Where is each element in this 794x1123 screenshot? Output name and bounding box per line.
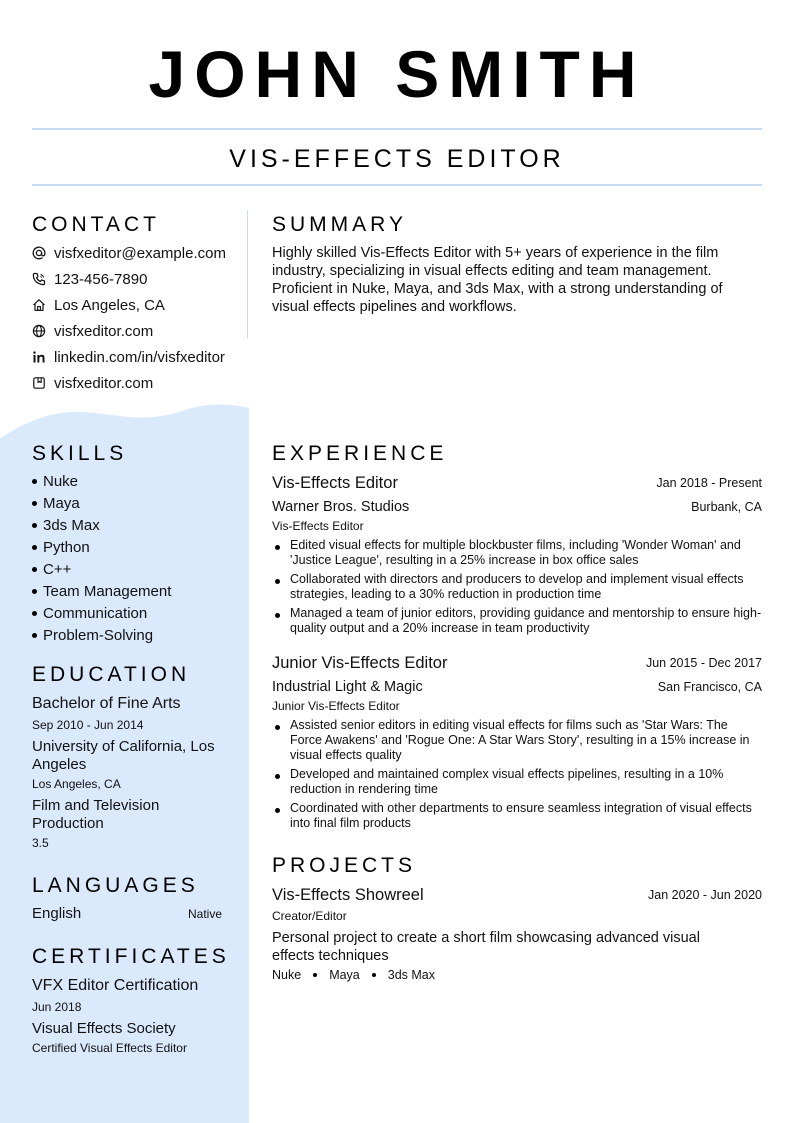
experience-heading: EXPERIENCE bbox=[272, 442, 448, 465]
bullet-dot bbox=[32, 545, 37, 550]
job-bullet: Assisted senior editors in editing visual effects for films such as 'Star Wars: The Force Awakens' and 'Rogue One: A Star Wars Story', resulting in a 15% increase in visual effects quality bbox=[290, 718, 762, 763]
project-role: Creator/Editor bbox=[272, 909, 347, 923]
phone-icon bbox=[32, 272, 46, 286]
education-gpa: 3.5 bbox=[32, 836, 49, 850]
education-dates: Sep 2010 - Jun 2014 bbox=[32, 718, 144, 732]
linkedin-icon bbox=[32, 350, 46, 364]
at-icon bbox=[32, 246, 46, 260]
certificate-detail: Certified Visual Effects Editor bbox=[32, 1041, 187, 1055]
bullet-dot bbox=[32, 589, 37, 594]
column-divider bbox=[247, 210, 248, 338]
project-tag: Maya bbox=[329, 968, 360, 982]
job-title: Junior Vis-Effects Editor bbox=[272, 654, 448, 672]
job-location: Burbank, CA bbox=[691, 500, 762, 514]
certificate-date: Jun 2018 bbox=[32, 1000, 82, 1014]
skill-item bbox=[32, 472, 78, 492]
contact-portfolio[interactable] bbox=[32, 373, 153, 393]
home-icon bbox=[32, 298, 46, 312]
portfolio-icon bbox=[32, 376, 46, 390]
bullet-dot bbox=[32, 633, 37, 638]
projects-heading: PROJECTS bbox=[272, 854, 417, 877]
skill-label: C++ bbox=[43, 561, 72, 578]
education-degree: Bachelor of Fine Arts bbox=[32, 695, 181, 712]
job-bullet: Edited visual effects for multiple blockbuster films, including 'Wonder Woman' and 'Justice League', resulting in a 25% increase in box office sales bbox=[290, 538, 762, 568]
job-role: Vis-Effects Editor bbox=[272, 519, 364, 533]
job-company: Industrial Light & Magic bbox=[272, 679, 423, 695]
job-dates: Jan 2018 - Present bbox=[656, 476, 762, 490]
skill-label: Nuke bbox=[43, 473, 79, 490]
job-role: Junior Vis-Effects Editor bbox=[272, 699, 400, 713]
contact-email[interactable] bbox=[32, 243, 226, 263]
job-bullet: Developed and maintained complex visual effects pipelines, resulting in a 10% reduction in rendering time bbox=[290, 767, 762, 797]
skill-item bbox=[32, 516, 100, 536]
summary-heading: SUMMARY bbox=[272, 213, 407, 236]
project-tags bbox=[272, 967, 435, 983]
tag-separator-dot bbox=[372, 973, 376, 977]
project-description: Personal project to create a short film showcasing advanced visual effects techniques bbox=[272, 930, 700, 964]
contact-website-text: visfxeditor.com bbox=[54, 322, 154, 340]
language-level: Native bbox=[188, 907, 223, 921]
skills-heading: SKILLS bbox=[32, 442, 128, 465]
contact-website[interactable] bbox=[32, 321, 153, 341]
bullet-dot bbox=[32, 567, 37, 572]
skill-item bbox=[32, 582, 171, 602]
skill-item bbox=[32, 626, 153, 646]
language-name: English bbox=[32, 905, 82, 922]
candidate-name: JOHN SMITH bbox=[148, 37, 646, 111]
skill-item bbox=[32, 494, 80, 514]
project-dates: Jan 2020 - Jun 2020 bbox=[648, 888, 762, 902]
contact-phone[interactable] bbox=[32, 269, 147, 289]
job-title: Vis-Effects Editor bbox=[272, 474, 398, 492]
project-tag: Nuke bbox=[272, 968, 302, 982]
education-school: University of California, Los Angeles bbox=[32, 738, 215, 773]
contact-portfolio-text: visfxeditor.com bbox=[54, 374, 154, 392]
header-divider-bottom bbox=[32, 184, 762, 186]
project-tag: 3ds Max bbox=[387, 968, 436, 982]
certificate-name: Visual Effects Society bbox=[32, 1020, 176, 1037]
project-name: Vis-Effects Showreel bbox=[272, 886, 424, 904]
bullet-dot bbox=[32, 611, 37, 616]
skill-label: Python bbox=[43, 539, 90, 556]
globe-icon bbox=[32, 324, 46, 338]
header-divider-top bbox=[32, 128, 762, 130]
candidate-role: VIS-EFFECTS EDITOR bbox=[229, 145, 565, 173]
summary-text: Highly skilled Vis-Effects Editor with 5+ years of experience in the film industry, specializing in visual effects editing and team management. Proficient in Nuke, Maya, and 3ds Max, with a strong understanding of visual effects pipelines and workflows. bbox=[272, 245, 723, 315]
skill-item bbox=[32, 604, 147, 624]
job-dates: Jun 2015 - Dec 2017 bbox=[645, 656, 762, 670]
tag-separator-dot bbox=[313, 973, 317, 977]
job-bullet: Collaborated with directors and producers to develop and implement visual effects strategies, leading to a 30% reduction in production time bbox=[290, 572, 762, 602]
bullet-dot bbox=[32, 479, 37, 484]
bullet-dot bbox=[32, 501, 37, 506]
contact-location bbox=[32, 295, 165, 315]
certificate-name: VFX Editor Certification bbox=[32, 977, 199, 994]
skill-label: Problem-Solving bbox=[43, 627, 154, 644]
skill-item bbox=[32, 538, 90, 558]
skill-label: Team Management bbox=[43, 583, 172, 600]
contact-location-text: Los Angeles, CA bbox=[54, 296, 165, 314]
skill-item bbox=[32, 560, 71, 580]
job-bullet: Managed a team of junior editors, providing guidance and mentorship to ensure high-quality output and a 20% increase in team productivity bbox=[290, 606, 762, 635]
bullet-dot bbox=[32, 523, 37, 528]
contact-heading: CONTACT bbox=[32, 213, 160, 236]
job-location: San Francisco, CA bbox=[657, 680, 762, 694]
languages-heading: LANGUAGES bbox=[32, 874, 199, 897]
education-location: Los Angeles, CA bbox=[32, 777, 121, 791]
job-company: Warner Bros. Studios bbox=[272, 499, 410, 515]
certificates-heading: CERTIFICATES bbox=[32, 945, 230, 968]
education-heading: EDUCATION bbox=[32, 663, 191, 686]
job-bullet: Coordinated with other departments to ensure seamless integration of visual effects into final film products bbox=[290, 801, 762, 831]
contact-email-text: visfxeditor@example.com bbox=[54, 244, 226, 262]
skill-label: Communication bbox=[43, 605, 148, 622]
education-field: Film and Television Production bbox=[32, 797, 160, 832]
contact-phone-text: 123-456-7890 bbox=[54, 270, 148, 288]
skill-label: 3ds Max bbox=[43, 517, 100, 534]
contact-linkedin[interactable] bbox=[32, 347, 225, 367]
skill-label: Maya bbox=[43, 495, 80, 512]
contact-linkedin-text: linkedin.com/in/visfxeditor bbox=[54, 348, 225, 366]
